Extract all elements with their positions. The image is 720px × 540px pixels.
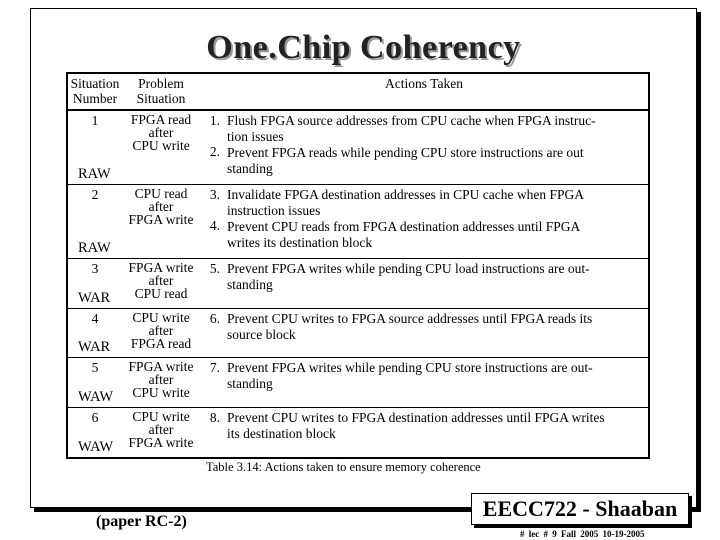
- situation-number-cell: 2 RAW: [78, 186, 111, 257]
- table-row: [68, 358, 648, 408]
- hazard-type: WAR: [78, 289, 111, 306]
- action-index-cell: 3. 4.: [209, 186, 220, 233]
- situation-number-cell: 1 RAW: [78, 113, 111, 182]
- actions-cell: Prevent FPGA writes while pending CPU load instructions are out- standing: [227, 261, 590, 293]
- paper-reference: (paper RC-2): [96, 513, 187, 530]
- table-caption: Table 3.14: Actions taken to ensure memory coherence: [206, 460, 481, 474]
- hazard-type: WAR: [78, 339, 111, 356]
- table-row: [68, 407, 648, 457]
- problem-situation-cell: CPU read after FPGA write: [128, 185, 194, 227]
- situation-number-cell: 3 WAR: [78, 261, 111, 306]
- hazard-type: RAW: [78, 165, 111, 182]
- hazard-type: WAW: [78, 388, 114, 405]
- problem-situation-cell: CPU write after FPGA write: [128, 408, 194, 450]
- table-row: [68, 110, 648, 184]
- action-index-cell: 5.: [209, 261, 220, 277]
- action-index-cell: 1. 2.: [209, 113, 220, 159]
- actions-cell: Flush FPGA source addresses from CPU cache when FPGA instruc- tion issues Prevent FPGA reads while pending CPU store instructions are out standing: [227, 113, 596, 176]
- actions-cell: Prevent FPGA writes while pending CPU store instructions are out- standing: [227, 360, 593, 392]
- problem-situation-cell: CPU write after FPGA read: [130, 309, 192, 351]
- header-situation-number: Situation Number: [68, 74, 122, 110]
- hazard-type: RAW: [78, 240, 111, 257]
- action-index-cell: 6.: [209, 310, 220, 326]
- table-row: [68, 308, 648, 358]
- action-index-cell: 7.: [209, 360, 220, 376]
- lecture-footer: # lec # 9 Fall 2005 10-19-2005: [520, 529, 645, 539]
- header-actions-taken: Actions Taken: [200, 74, 648, 110]
- slide-title: One.Chip Coherency: [206, 29, 521, 66]
- problem-situation-cell: FPGA write after CPU read: [128, 260, 194, 302]
- coherency-table: [66, 72, 650, 459]
- table-header-row: [68, 74, 648, 110]
- problem-situation-cell: FPGA read after CPU write: [130, 112, 192, 153]
- actions-cell: Prevent CPU writes to FPGA destination addresses until FPGA writes its destination block: [227, 409, 605, 441]
- action-index-cell: 8.: [209, 409, 220, 425]
- actions-cell: Prevent CPU writes to FPGA source addresses until FPGA reads its source block: [227, 310, 593, 342]
- situation-number-cell: 5 WAW: [78, 360, 114, 405]
- table-row: [68, 259, 648, 309]
- situation-number-cell: 4 WAR: [78, 310, 111, 356]
- problem-situation-cell: FPGA write after CPU write: [128, 359, 194, 401]
- situation-number-cell: 6 WAW: [78, 409, 114, 455]
- hazard-type: WAW: [78, 439, 114, 455]
- table-row: [68, 184, 648, 258]
- actions-cell: Invalidate FPGA destination addresses in CPU cache when FPGA instruction issues Prevent CPU reads from FPGA destination addresses until FPGA writes its destination block: [227, 186, 584, 250]
- course-badge: EECC722 - Shaaban: [471, 493, 689, 525]
- header-problem-situation: Problem Situation: [122, 74, 200, 110]
